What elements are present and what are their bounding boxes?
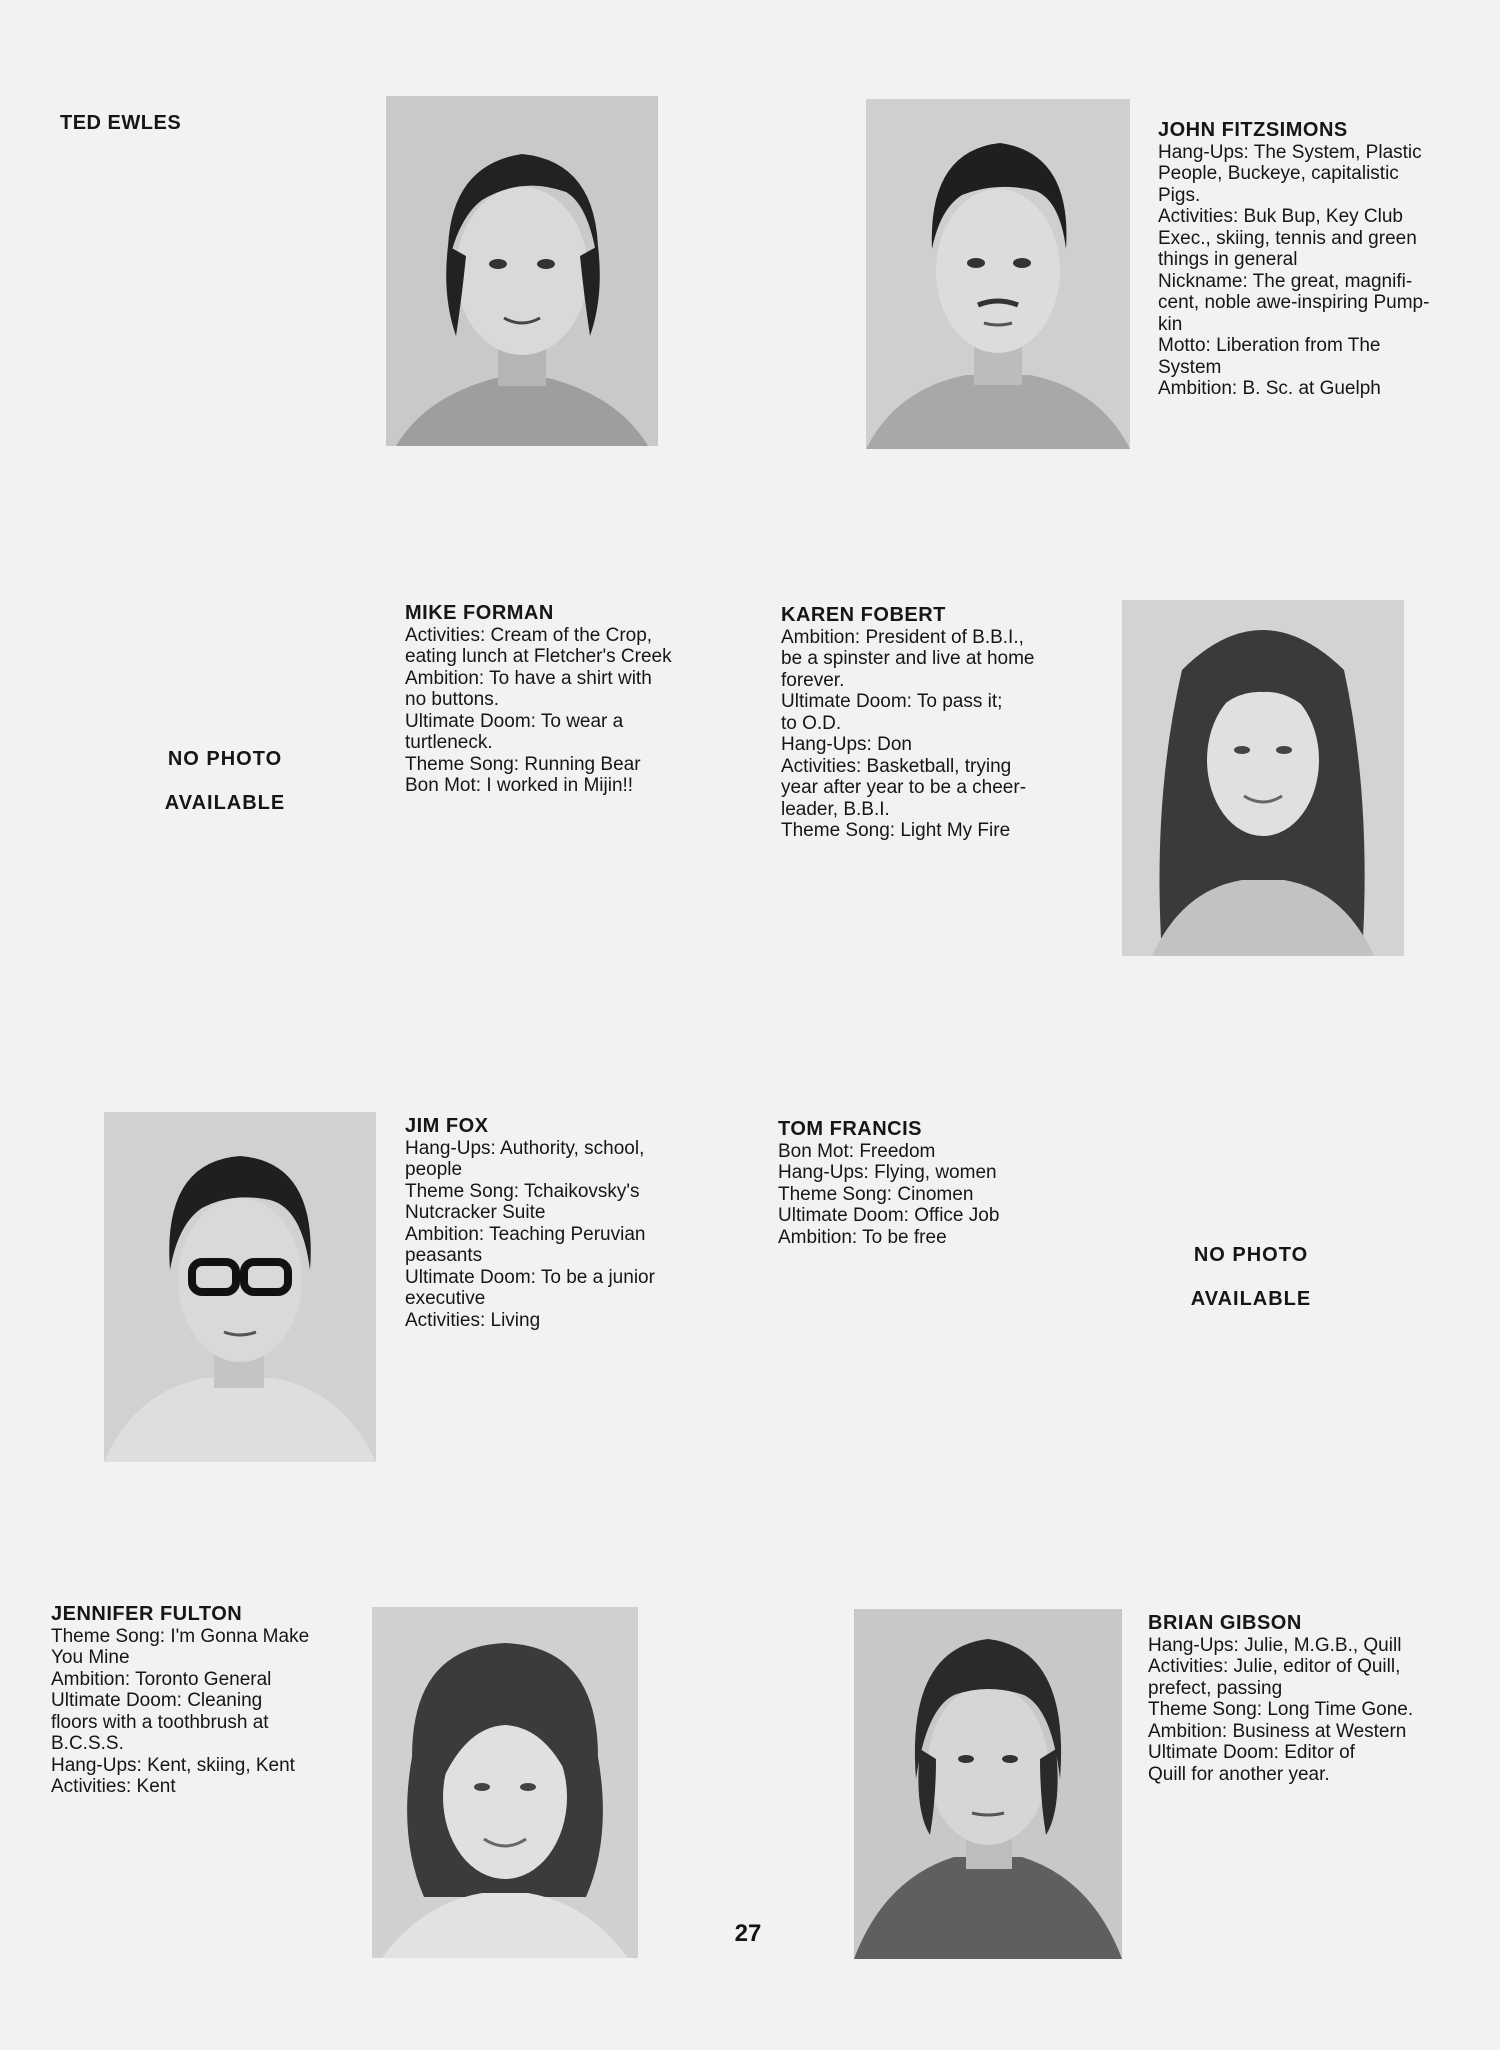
entry-line: Activities: Living xyxy=(405,1309,541,1331)
entry-line: Nickname: The great, magnifi- xyxy=(1158,270,1413,292)
entry-line: Exec., skiing, tennis and green xyxy=(1158,227,1417,249)
entry-line: leader, B.B.I. xyxy=(781,798,890,820)
student-name-forman: MIKE FORMAN xyxy=(405,602,554,624)
entry-line: kin xyxy=(1158,313,1183,335)
student-name-fitzsimons: JOHN FITZSIMONS xyxy=(1158,119,1348,141)
entry-line: Hang-Ups: The System, Plastic xyxy=(1158,141,1422,163)
entry-line: eating lunch at Fletcher's Creek xyxy=(405,646,672,667)
entry-line: Pigs. xyxy=(1158,184,1201,206)
entry-line: peasants xyxy=(405,1245,483,1266)
portrait-gibson-graphic xyxy=(854,1609,1122,1959)
portrait-photo-gibson xyxy=(854,1609,1122,1959)
entry-line: Theme Song: Light My Fire xyxy=(781,820,1011,841)
portrait-photo-fulton xyxy=(372,1607,638,1958)
portrait-fulton-graphic xyxy=(372,1607,638,1958)
entry-line: Hang-Ups: Flying, women xyxy=(778,1162,997,1183)
entry-line: People, Buckeye, capitalistic xyxy=(1158,163,1399,184)
entry-line: Ambition: B. Sc. at Guelph xyxy=(1158,378,1381,399)
entry-line: be a spinster and live at home xyxy=(781,648,1035,669)
entry-line: Bon Mot: Freedom xyxy=(778,1140,936,1162)
portrait-fobert-graphic xyxy=(1122,600,1404,956)
entry-line: Ambition: Business at Western xyxy=(1148,1720,1407,1742)
student-entry-fobert xyxy=(781,605,1101,842)
entry-line: Ambition: President of B.B.I., xyxy=(781,626,1024,648)
portrait-ewles-graphic xyxy=(386,96,658,446)
no-photo-placeholder-forman xyxy=(130,748,320,815)
entry-line: Bon Mot: I worked in Mijin!! xyxy=(405,775,634,796)
student-name-gibson: BRIAN GIBSON xyxy=(1148,1612,1302,1634)
student-name-fox: JIM FOX xyxy=(405,1115,489,1137)
entry-line: Ambition: Teaching Peruvian xyxy=(405,1223,646,1245)
student-entry-gibson xyxy=(1148,1613,1478,1785)
portrait-photo-fox xyxy=(104,1112,376,1462)
entry-line: Theme Song: Tchaikovsky's xyxy=(405,1180,640,1202)
entry-line: Hang-Ups: Kent, skiing, Kent xyxy=(51,1754,295,1776)
entry-line: Theme Song: Cinomen xyxy=(778,1183,974,1205)
no-photo-placeholder-francis xyxy=(1156,1244,1346,1311)
entry-line: Motto: Liberation from The xyxy=(1158,335,1381,356)
no-photo-label: NO PHOTO xyxy=(1193,1244,1309,1266)
entry-line: Hang-Ups: Julie, M.G.B., Quill xyxy=(1148,1634,1402,1656)
portrait-photo-fitzsimons xyxy=(866,99,1130,449)
entry-line: Activities: Buk Bup, Key Club xyxy=(1158,206,1403,227)
available-label: AVAILABLE xyxy=(1190,1288,1312,1310)
student-entry-fox xyxy=(405,1116,745,1331)
student-name-ewles: TED EWLES xyxy=(60,112,182,134)
entry-line: Theme Song: I'm Gonna Make xyxy=(51,1625,310,1647)
entry-line: things in general xyxy=(1158,249,1298,270)
portrait-photo-fobert xyxy=(1122,600,1404,956)
entry-line: Theme Song: Running Bear xyxy=(405,753,641,775)
entry-line: Ultimate Doom: To be a junior xyxy=(405,1266,655,1288)
portrait-fox-graphic xyxy=(104,1112,376,1462)
entry-line: cent, noble awe-inspiring Pump- xyxy=(1158,292,1430,313)
student-name-francis: TOM FRANCIS xyxy=(778,1118,923,1140)
page-number: 27 xyxy=(734,1920,762,1947)
student-entry-fitzsimons xyxy=(1158,120,1478,400)
entry-line: Hang-Ups: Authority, school, xyxy=(405,1137,645,1159)
entry-line: prefect, passing xyxy=(1148,1677,1283,1699)
entry-line: Ambition: To have a shirt with xyxy=(405,667,652,689)
student-name-fulton: JENNIFER FULTON xyxy=(51,1603,243,1625)
entry-line: turtleneck. xyxy=(405,732,493,753)
portrait-photo-ewles xyxy=(386,96,658,446)
entry-line: Ambition: Toronto General xyxy=(51,1668,272,1690)
portrait-fitzsimons-graphic xyxy=(866,99,1130,449)
entry-line: year after year to be a cheer- xyxy=(781,777,1027,798)
entry-line: Activities: Julie, editor of Quill, xyxy=(1148,1656,1401,1677)
entry-line: Theme Song: Long Time Gone. xyxy=(1148,1699,1414,1720)
entry-line: Ultimate Doom: To wear a xyxy=(405,710,624,732)
entry-line: B.C.S.S. xyxy=(51,1733,124,1754)
entry-line: Ultimate Doom: Office Job xyxy=(778,1205,1000,1226)
entry-line: Ultimate Doom: To pass it; xyxy=(781,691,1003,712)
student-entry-francis xyxy=(778,1119,1098,1248)
entry-line: Activities: Basketball, trying xyxy=(781,755,1012,777)
available-label: AVAILABLE xyxy=(164,792,286,814)
entry-line: forever. xyxy=(781,669,845,691)
no-photo-label: NO PHOTO xyxy=(167,748,283,770)
entry-line: executive xyxy=(405,1288,486,1309)
entry-line: You Mine xyxy=(51,1647,130,1668)
entry-line: floors with a toothbrush at xyxy=(51,1711,269,1733)
student-entry-fulton xyxy=(51,1604,371,1798)
entry-line: Ambition: To be free xyxy=(778,1226,947,1248)
entry-line: Hang-Ups: Don xyxy=(781,734,912,755)
entry-line: Ultimate Doom: Editor of xyxy=(1148,1742,1355,1763)
entry-line: Activities: Cream of the Crop, xyxy=(405,624,653,646)
entry-line: Ultimate Doom: Cleaning xyxy=(51,1690,263,1711)
entry-line: Activities: Kent xyxy=(51,1776,176,1797)
entry-line: people xyxy=(405,1159,463,1180)
entry-line: no buttons. xyxy=(405,689,500,710)
student-entry-forman xyxy=(405,603,745,797)
entry-line: Quill for another year. xyxy=(1148,1763,1330,1785)
entry-line: to O.D. xyxy=(781,712,842,734)
entry-line: System xyxy=(1158,356,1222,378)
entry-line: Nutcracker Suite xyxy=(405,1202,546,1223)
student-name-fobert: KAREN FOBERT xyxy=(781,604,946,626)
